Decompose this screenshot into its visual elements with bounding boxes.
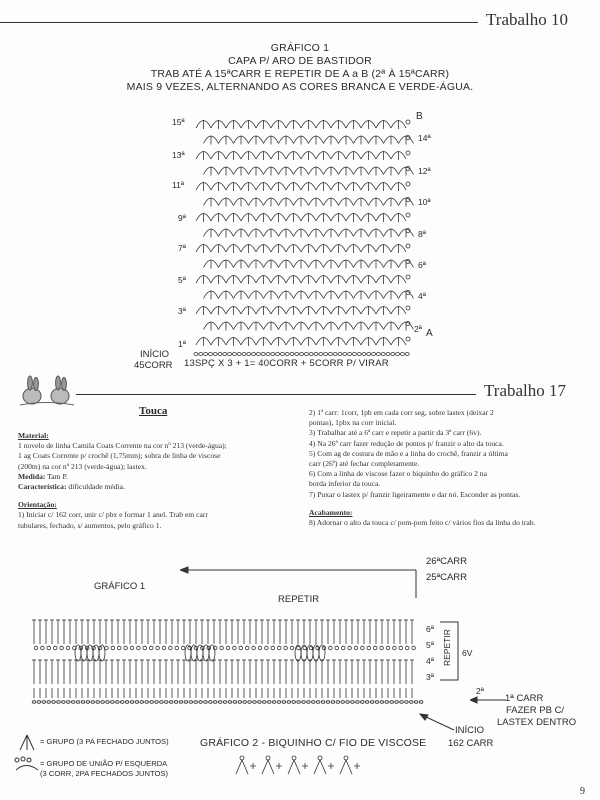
medida-value: Tam P.: [47, 471, 68, 481]
project-title: Touca: [139, 405, 168, 417]
row-label-10: 10ª: [418, 197, 431, 207]
step-line-9: 7) Puxar o lastex p/ franzir ligeiramente e dar nó. Esconder as pontas.: [309, 489, 521, 499]
row-label-13: 13ª: [172, 150, 185, 160]
step-line-5: 5) Com ag de costura de mão e a linha do crochê, franzir a última: [309, 448, 508, 458]
section-header-trabalho-17: Trabalho 17: [484, 381, 567, 400]
grafico-1-label: GRÁFICO 1: [94, 581, 146, 592]
row-label-b2: 2ª: [476, 686, 484, 696]
row-label-14: 14ª: [418, 133, 431, 143]
crochet-chart-2: [30, 598, 430, 718]
acabamento-line: 8) Adornar o alto da touca c/ pom-pom feito c/ vários fios da linha do trab.: [309, 518, 536, 528]
orientacao-line-2: tubulares, fechado, s/ aumentos, pelo gráfico 1.: [18, 520, 162, 530]
medida-row: [18, 472, 300, 482]
step-line-1: 2) 1ª carr: 1corr, 1pb em cada corr seg, sobre lastex (deixar 2: [309, 408, 494, 417]
row-label-12: 12ª: [418, 166, 431, 176]
step-line-3: 3) Trabalhar até a 6ª carr e repetir a partir da 3ª carr (6v).: [309, 428, 482, 438]
medida-label: Medida:: [18, 471, 46, 481]
chart-title-line-3: TRAB ATÉ A 15ªCARR E REPETIR DE A a B (2ª À 15ªCARR): [150, 68, 450, 80]
row-label-9: 9ª: [178, 213, 186, 223]
header-rule-top: [0, 22, 478, 23]
chart-1-stitches: [194, 120, 414, 356]
chart-title-line-2: CAPA P/ ARO DE BASTIDOR: [228, 55, 372, 67]
orientacao-line-1: 1) Iniciar c/ 162 corr, unir c/ pbx e formar 1 anel. Trab em carr: [18, 510, 208, 520]
chart-title-line-1: GRÁFICO 1: [270, 42, 330, 54]
grafico-2-label: GRÁFICO 2 - BIQUINHO C/ FIO DE VISCOSE: [200, 737, 427, 749]
start-count-2: 162 CARR: [448, 738, 494, 749]
row-label-6: 6ª: [418, 260, 426, 270]
picot-chart-2: [228, 752, 368, 782]
row-label-7: 7ª: [178, 243, 186, 253]
material-line-3: (200m) na cor nº 213 (verde-água); lastex.: [18, 461, 147, 471]
row-label-b6: 6ª: [426, 624, 434, 634]
row-label-b4: 4ª: [426, 656, 434, 666]
row-25-label: 25ªCARR: [426, 572, 468, 583]
bunny-logo-icon: [16, 374, 78, 408]
repeat-bracket: [438, 620, 462, 682]
row1-arrow: [470, 690, 510, 710]
union-group-symbol-icon: [12, 755, 42, 775]
start-label: INÍCIO: [140, 349, 170, 360]
row-label-2: 2ª: [414, 324, 422, 334]
repetir-vertical-label: REPETIR: [442, 629, 452, 666]
material-line-2: 1 ag Coats Corrente p/ crochê (1,75mm); sobra de linha de viscose: [18, 451, 221, 461]
lastex-label: LASTEX DENTRO: [497, 717, 577, 728]
legend-union-detail: (3 CORR, 2PA FECHADOS JUNTOS): [40, 769, 168, 778]
header-rule-bottom: [76, 394, 476, 395]
crochet-chart-1: [190, 108, 415, 360]
start-count: 45CORR: [134, 360, 173, 371]
row-label-4: 4ª: [418, 291, 426, 301]
stitch-formula: 13SPÇ X 3 + 1= 40CORR + 5CORR P/ VIRAR: [184, 358, 389, 369]
legend-group: = GRUPO (3 PA FECHADO JUNTOS): [40, 737, 169, 746]
marker-b: B: [416, 111, 423, 122]
chart-2-stitches: [32, 620, 423, 703]
row-label-1: 1ª: [178, 339, 186, 349]
row-label-5: 5ª: [178, 275, 186, 285]
row-26-label: 26ªCARR: [426, 556, 468, 567]
legend-union: = GRUPO DE UNIÃO P/ ESQUERDA: [40, 759, 168, 768]
caracteristica-row: [18, 482, 300, 492]
start-label-2: INÍCIO: [455, 725, 485, 736]
row-label-3: 3ª: [178, 306, 186, 316]
fazer-label: FAZER PB C/: [506, 705, 565, 716]
instructions-block: [309, 408, 591, 528]
row-label-b5: 5ª: [426, 640, 434, 650]
page-number: 9: [580, 786, 585, 797]
step-line-8: borda inferior da touca.: [309, 479, 381, 489]
row-label-b3: 3ª: [426, 672, 434, 682]
caracteristica-value: dificuldade média.: [68, 482, 125, 492]
orientacao-heading: Orientação:: [18, 500, 57, 510]
step-line-2: pontas), 1pbx na corr inicial.: [309, 418, 397, 428]
chart-title-line-4: MAIS 9 VEZES, ALTERNANDO AS CORES BRANCA E VERDE-ÁGUA.: [126, 81, 474, 93]
row-label-8: 8ª: [418, 229, 426, 239]
material-line-1: 1 novelo de linha Camila Coats Corrente na cor nº 213 (verde-água);: [18, 441, 227, 451]
group-symbol-icon: [16, 732, 38, 754]
row-label-15: 15ª: [172, 117, 185, 127]
acabamento-heading: Acabamento:: [309, 507, 353, 517]
material-heading: Material:: [18, 431, 49, 440]
repetir-label: REPETIR: [278, 594, 320, 605]
section-header-trabalho-10: Trabalho 10: [486, 10, 569, 29]
step-line-6: carr (26ª) até fechar completamente.: [309, 459, 420, 469]
caracteristica-label: Característica:: [18, 482, 67, 492]
chart-title: [100, 42, 500, 94]
materials-block: [18, 431, 300, 531]
step-line-7: 6) Com a linha de viscose fazer o biquinho do gráfico 2 na: [309, 469, 487, 479]
six-v-label: 6V: [462, 648, 473, 658]
row-label-11: 11ª: [172, 180, 184, 190]
repeat-arrow: [180, 560, 420, 600]
start-arrow: [418, 712, 458, 734]
row-1-label: 1ª CARR: [505, 693, 544, 704]
picot-stitches: [236, 756, 360, 774]
marker-a: A: [426, 328, 433, 339]
step-line-4: 4) Na 26ª carr fazer redução de pontos p/ franzir o alto da touca.: [309, 438, 504, 448]
